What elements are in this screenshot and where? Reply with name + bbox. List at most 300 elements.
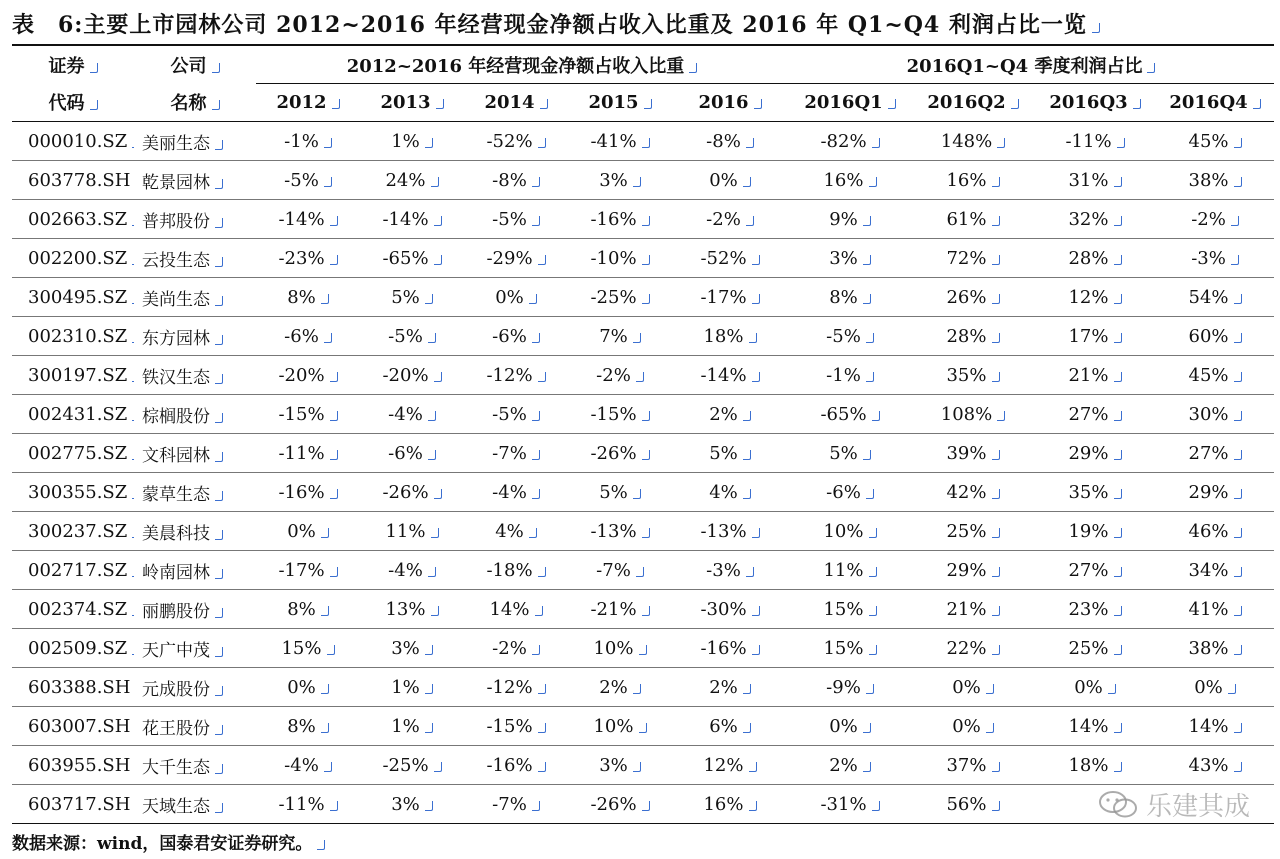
- cell-value: 3%: [360, 785, 464, 824]
- cell-value: 10%: [568, 707, 672, 746]
- cell-value: 34%: [1156, 551, 1274, 590]
- table-row: [12, 785, 1274, 824]
- cell-code: 603778.SH: [12, 161, 134, 200]
- cell-value: 21%: [1034, 356, 1156, 395]
- return-mark-icon: [332, 99, 340, 109]
- return-mark-icon: [1234, 606, 1242, 616]
- cell-value: 25%: [912, 512, 1034, 551]
- cell-value: 38%: [1156, 629, 1274, 668]
- cell-value: 27%: [1034, 551, 1156, 590]
- cell-value: 4%: [672, 473, 788, 512]
- cell-value: 5%: [568, 473, 672, 512]
- return-mark-icon: [1234, 372, 1242, 382]
- cell-value: 15%: [788, 590, 912, 629]
- cell-value: 3%: [788, 239, 912, 278]
- return-mark-icon: [642, 411, 650, 421]
- return-mark-icon: [532, 489, 540, 499]
- cell-value: 0%: [256, 512, 360, 551]
- return-mark-icon: [330, 372, 338, 382]
- return-mark-icon: [425, 801, 433, 811]
- return-mark-icon: [330, 489, 338, 499]
- return-mark-icon: [215, 764, 223, 774]
- cell-name: 普邦股份: [134, 200, 256, 239]
- cell-value: 0%: [464, 278, 568, 317]
- cell-value: 5%: [360, 278, 464, 317]
- return-mark-icon: [215, 569, 223, 579]
- cell-value: 108%: [912, 395, 1034, 434]
- cell-value: -52%: [672, 239, 788, 278]
- cell-value: 29%: [1156, 473, 1274, 512]
- table-row: [12, 122, 1274, 161]
- return-mark-icon: [1231, 255, 1239, 265]
- return-mark-icon: [749, 762, 757, 772]
- cell-name: 文科园林: [134, 434, 256, 473]
- cell-value: 26%: [912, 278, 1034, 317]
- cell-code: 300237.SZ: [12, 512, 134, 551]
- source-note-text: 数据来源：wind，国泰君安证券研究。: [12, 834, 313, 854]
- return-mark-icon: [1092, 23, 1100, 33]
- return-mark-icon: [863, 294, 871, 304]
- cell-name: 天域生态: [134, 785, 256, 824]
- return-mark-icon: [749, 333, 757, 343]
- cell-value: -5%: [464, 200, 568, 239]
- return-mark-icon: [434, 372, 442, 382]
- header-year: 2015: [568, 84, 672, 122]
- return-mark-icon: [863, 762, 871, 772]
- return-mark-icon: [866, 333, 874, 343]
- cell-value: 8%: [256, 590, 360, 629]
- cell-value: 2%: [568, 668, 672, 707]
- cell-value: -21%: [568, 590, 672, 629]
- return-mark-icon: [529, 294, 537, 304]
- cell-value: 1%: [360, 668, 464, 707]
- return-mark-icon: [1114, 450, 1122, 460]
- source-note: [12, 829, 325, 854]
- header-row-1: [12, 46, 1274, 84]
- cell-value: 9%: [788, 200, 912, 239]
- cell-value: 41%: [1156, 590, 1274, 629]
- return-mark-icon: [992, 645, 1000, 655]
- return-mark-icon: [434, 216, 442, 226]
- cell-name: 棕榈股份: [134, 395, 256, 434]
- cell-code: 002775.SZ: [12, 434, 134, 473]
- cell-value: 16%: [788, 161, 912, 200]
- cell-value: 29%: [912, 551, 1034, 590]
- cell-value: 16%: [672, 785, 788, 824]
- cell-name: 元成股份: [134, 668, 256, 707]
- cell-value: -2%: [1156, 200, 1274, 239]
- cell-value: 14%: [1034, 707, 1156, 746]
- return-mark-icon: [1114, 567, 1122, 577]
- cell-value: -2%: [672, 200, 788, 239]
- table-row: [12, 239, 1274, 278]
- return-mark-icon: [324, 177, 332, 187]
- return-mark-icon: [992, 450, 1000, 460]
- return-mark-icon: [992, 567, 1000, 577]
- cell-value: -7%: [464, 434, 568, 473]
- return-mark-icon: [532, 216, 540, 226]
- return-mark-icon: [321, 606, 329, 616]
- return-mark-icon: [215, 491, 223, 501]
- return-mark-icon: [992, 333, 1000, 343]
- cell-name: 天广中茂: [134, 629, 256, 668]
- cell-name: 东方园林: [134, 317, 256, 356]
- table-row: [12, 707, 1274, 746]
- return-mark-icon: [529, 528, 537, 538]
- return-mark-icon: [986, 684, 994, 694]
- return-mark-icon: [1114, 216, 1122, 226]
- return-mark-icon: [746, 567, 754, 577]
- cell-name: 花王股份: [134, 707, 256, 746]
- return-mark-icon: [642, 216, 650, 226]
- return-mark-icon: [1234, 528, 1242, 538]
- return-mark-icon: [1234, 489, 1242, 499]
- cell-value: 17%: [1034, 317, 1156, 356]
- cell-value: 29%: [1034, 434, 1156, 473]
- return-mark-icon: [992, 606, 1000, 616]
- cell-value: -26%: [568, 434, 672, 473]
- return-mark-icon: [754, 99, 762, 109]
- cell-value: 11%: [360, 512, 464, 551]
- table-row: [12, 668, 1274, 707]
- return-mark-icon: [863, 255, 871, 265]
- cell-value: 38%: [1156, 161, 1274, 200]
- return-mark-icon: [992, 489, 1000, 499]
- cell-name: 美尚生态: [134, 278, 256, 317]
- cell-code: 002200.SZ: [12, 239, 134, 278]
- return-mark-icon: [642, 294, 650, 304]
- cell-value: 8%: [788, 278, 912, 317]
- return-mark-icon: [532, 333, 540, 343]
- return-mark-icon: [132, 216, 134, 226]
- cell-value: 54%: [1156, 278, 1274, 317]
- cell-value: -52%: [464, 122, 568, 161]
- return-mark-icon: [215, 452, 223, 462]
- return-mark-icon: [436, 99, 444, 109]
- cell-value: 45%: [1156, 122, 1274, 161]
- return-mark-icon: [863, 216, 871, 226]
- header-year: 2013: [360, 84, 464, 122]
- return-mark-icon: [752, 294, 760, 304]
- header-row-2: [12, 84, 1274, 122]
- cell-value: 0%: [788, 707, 912, 746]
- return-mark-icon: [633, 333, 641, 343]
- return-mark-icon: [1011, 99, 1019, 109]
- cell-value: 1%: [360, 707, 464, 746]
- return-mark-icon: [434, 489, 442, 499]
- header-quarter: 2016Q3: [1034, 84, 1156, 122]
- return-mark-icon: [324, 333, 332, 343]
- table-body: [12, 122, 1274, 824]
- return-mark-icon: [434, 762, 442, 772]
- cell-value: -16%: [256, 473, 360, 512]
- return-mark-icon: [992, 294, 1000, 304]
- return-mark-icon: [428, 333, 436, 343]
- return-mark-icon: [90, 100, 98, 110]
- cell-value: 43%: [1156, 746, 1274, 785]
- cell-value: 27%: [1034, 395, 1156, 434]
- cell-name: 美晨科技: [134, 512, 256, 551]
- return-mark-icon: [1114, 333, 1122, 343]
- return-mark-icon: [330, 255, 338, 265]
- return-mark-icon: [1114, 762, 1122, 772]
- return-mark-icon: [215, 413, 223, 423]
- return-mark-icon: [644, 99, 652, 109]
- cell-value: 11%: [788, 551, 912, 590]
- return-mark-icon: [1253, 99, 1261, 109]
- cell-value: 14%: [464, 590, 568, 629]
- cell-value: -9%: [788, 668, 912, 707]
- return-mark-icon: [327, 645, 335, 655]
- table-row: [12, 200, 1274, 239]
- header-year: 2014: [464, 84, 568, 122]
- return-mark-icon: [872, 138, 880, 148]
- return-mark-icon: [1114, 528, 1122, 538]
- return-mark-icon: [215, 335, 223, 345]
- return-mark-icon: [1133, 99, 1141, 109]
- return-mark-icon: [1234, 450, 1242, 460]
- watermark-text: 乐建其成: [1145, 792, 1250, 822]
- cell-value: 56%: [912, 785, 1034, 824]
- return-mark-icon: [132, 255, 134, 265]
- return-mark-icon: [872, 411, 880, 421]
- cell-value: -30%: [672, 590, 788, 629]
- return-mark-icon: [540, 99, 548, 109]
- cell-value: -18%: [464, 551, 568, 590]
- cell-value: 15%: [256, 629, 360, 668]
- cell-value: -5%: [360, 317, 464, 356]
- return-mark-icon: [428, 411, 436, 421]
- return-mark-icon: [538, 255, 546, 265]
- cell-value: -11%: [256, 785, 360, 824]
- table-row: [12, 629, 1274, 668]
- return-mark-icon: [992, 216, 1000, 226]
- return-mark-icon: [992, 372, 1000, 382]
- return-mark-icon: [633, 489, 641, 499]
- cell-value: -29%: [464, 239, 568, 278]
- return-mark-icon: [743, 489, 751, 499]
- return-mark-icon: [1147, 63, 1155, 73]
- cell-name: 乾景园林: [134, 161, 256, 200]
- cell-value: 18%: [1034, 746, 1156, 785]
- cell-value: -7%: [464, 785, 568, 824]
- return-mark-icon: [215, 686, 223, 696]
- return-mark-icon: [869, 606, 877, 616]
- cell-code: 002663.SZ: [12, 200, 134, 239]
- cell-value: -20%: [360, 356, 464, 395]
- return-mark-icon: [642, 801, 650, 811]
- return-mark-icon: [1117, 138, 1125, 148]
- return-mark-icon: [1114, 723, 1122, 733]
- cell-value: -3%: [1156, 239, 1274, 278]
- return-mark-icon: [633, 762, 641, 772]
- cell-value: 2%: [788, 746, 912, 785]
- cell-value: 0%: [672, 161, 788, 200]
- cell-value: 16%: [912, 161, 1034, 200]
- cell-value: -5%: [464, 395, 568, 434]
- cell-value: 35%: [1034, 473, 1156, 512]
- cell-value: 15%: [788, 629, 912, 668]
- return-mark-icon: [330, 216, 338, 226]
- cell-value: -41%: [568, 122, 672, 161]
- cell-code: 300355.SZ: [12, 473, 134, 512]
- return-mark-icon: [992, 177, 1000, 187]
- return-mark-icon: [132, 333, 134, 343]
- return-mark-icon: [1114, 255, 1122, 265]
- cell-value: -16%: [568, 200, 672, 239]
- return-mark-icon: [869, 567, 877, 577]
- return-mark-icon: [992, 801, 1000, 811]
- return-mark-icon: [431, 528, 439, 538]
- cell-value: -5%: [256, 161, 360, 200]
- return-mark-icon: [330, 567, 338, 577]
- return-mark-icon: [642, 450, 650, 460]
- table-title-text: 表 6:主要上市园林公司 2012~2016 年经营现金净额占收入比重及 2016 年 Q1~Q4 利润占比一览: [12, 12, 1087, 38]
- return-mark-icon: [1114, 645, 1122, 655]
- cell-value: 39%: [912, 434, 1034, 473]
- cell-name: 丽鹏股份: [134, 590, 256, 629]
- cell-value: 19%: [1034, 512, 1156, 551]
- return-mark-icon: [888, 99, 896, 109]
- cell-value: 25%: [1034, 629, 1156, 668]
- return-mark-icon: [132, 411, 134, 421]
- cell-code: 002431.SZ: [12, 395, 134, 434]
- return-mark-icon: [132, 645, 134, 655]
- cell-name: 云投生态: [134, 239, 256, 278]
- return-mark-icon: [1114, 489, 1122, 499]
- cell-value: -17%: [256, 551, 360, 590]
- cell-value: -14%: [360, 200, 464, 239]
- cell-value: -20%: [256, 356, 360, 395]
- header-code: 代码: [12, 84, 134, 122]
- cell-code: 300495.SZ: [12, 278, 134, 317]
- return-mark-icon: [1234, 177, 1242, 187]
- return-mark-icon: [997, 411, 1005, 421]
- header-name: 名称: [134, 84, 256, 122]
- return-mark-icon: [431, 606, 439, 616]
- return-mark-icon: [1114, 606, 1122, 616]
- cell-value: 10%: [788, 512, 912, 551]
- table-row: [12, 356, 1274, 395]
- cell-name: 蒙草生态: [134, 473, 256, 512]
- return-mark-icon: [1108, 684, 1116, 694]
- return-mark-icon: [535, 606, 543, 616]
- return-mark-icon: [215, 179, 223, 189]
- cell-value: 2%: [672, 395, 788, 434]
- return-mark-icon: [752, 606, 760, 616]
- cell-code: 002310.SZ: [12, 317, 134, 356]
- return-mark-icon: [132, 450, 134, 460]
- return-mark-icon: [321, 294, 329, 304]
- cell-value: -31%: [788, 785, 912, 824]
- cell-value: 28%: [912, 317, 1034, 356]
- cell-value: -6%: [256, 317, 360, 356]
- cell-value: 5%: [788, 434, 912, 473]
- cell-name: 岭南园林: [134, 551, 256, 590]
- cell-value: -1%: [788, 356, 912, 395]
- cell-code: 300197.SZ: [12, 356, 134, 395]
- return-mark-icon: [212, 100, 220, 110]
- cell-value: -8%: [464, 161, 568, 200]
- data-table: [12, 46, 1274, 824]
- return-mark-icon: [317, 840, 325, 850]
- return-mark-icon: [997, 138, 1005, 148]
- return-mark-icon: [1114, 294, 1122, 304]
- table-row: [12, 512, 1274, 551]
- header-year: 2012: [256, 84, 360, 122]
- cell-value: 61%: [912, 200, 1034, 239]
- cell-code: 603007.SH: [12, 707, 134, 746]
- cell-value: -25%: [568, 278, 672, 317]
- header-quarter: 2016Q2: [912, 84, 1034, 122]
- return-mark-icon: [132, 528, 134, 538]
- return-mark-icon: [215, 803, 223, 813]
- return-mark-icon: [90, 63, 98, 73]
- return-mark-icon: [324, 138, 332, 148]
- return-mark-icon: [872, 801, 880, 811]
- cell-code: 000010.SZ: [12, 122, 134, 161]
- return-mark-icon: [992, 255, 1000, 265]
- return-mark-icon: [431, 177, 439, 187]
- cell-value: 32%: [1034, 200, 1156, 239]
- return-mark-icon: [746, 216, 754, 226]
- table-row: [12, 746, 1274, 785]
- return-mark-icon: [538, 684, 546, 694]
- return-mark-icon: [215, 647, 223, 657]
- return-mark-icon: [1114, 372, 1122, 382]
- cell-code: 002374.SZ: [12, 590, 134, 629]
- return-mark-icon: [863, 450, 871, 460]
- return-mark-icon: [752, 645, 760, 655]
- return-mark-icon: [1234, 333, 1242, 343]
- cell-name: 美丽生态: [134, 122, 256, 161]
- cell-value: -65%: [788, 395, 912, 434]
- cell-value: 21%: [912, 590, 1034, 629]
- table-row: [12, 278, 1274, 317]
- cell-value: 28%: [1034, 239, 1156, 278]
- cell-value: -4%: [256, 746, 360, 785]
- return-mark-icon: [1234, 138, 1242, 148]
- return-mark-icon: [132, 567, 134, 577]
- header-group-cashflow: 2012~2016 年经营现金净额占收入比重: [256, 46, 788, 84]
- cell-name: 大千生态: [134, 746, 256, 785]
- return-mark-icon: [752, 528, 760, 538]
- cell-value: 22%: [912, 629, 1034, 668]
- cell-value: 13%: [360, 590, 464, 629]
- table-row: [12, 590, 1274, 629]
- cell-value: 72%: [912, 239, 1034, 278]
- table-row: [12, 395, 1274, 434]
- return-mark-icon: [636, 372, 644, 382]
- return-mark-icon: [743, 450, 751, 460]
- cell-value: 37%: [912, 746, 1034, 785]
- cell-value: -2%: [464, 629, 568, 668]
- return-mark-icon: [321, 684, 329, 694]
- cell-value: -6%: [788, 473, 912, 512]
- header-group-quarterly: 2016Q1~Q4 季度利润占比: [788, 46, 1274, 84]
- cell-value: -8%: [672, 122, 788, 161]
- cell-value: -13%: [672, 512, 788, 551]
- cell-value: -65%: [360, 239, 464, 278]
- cell-value: 2%: [672, 668, 788, 707]
- return-mark-icon: [743, 411, 751, 421]
- return-mark-icon: [132, 294, 134, 304]
- cell-value: 0%: [1156, 668, 1274, 707]
- return-mark-icon: [532, 645, 540, 655]
- return-mark-icon: [532, 801, 540, 811]
- return-mark-icon: [642, 528, 650, 538]
- return-mark-icon: [538, 723, 546, 733]
